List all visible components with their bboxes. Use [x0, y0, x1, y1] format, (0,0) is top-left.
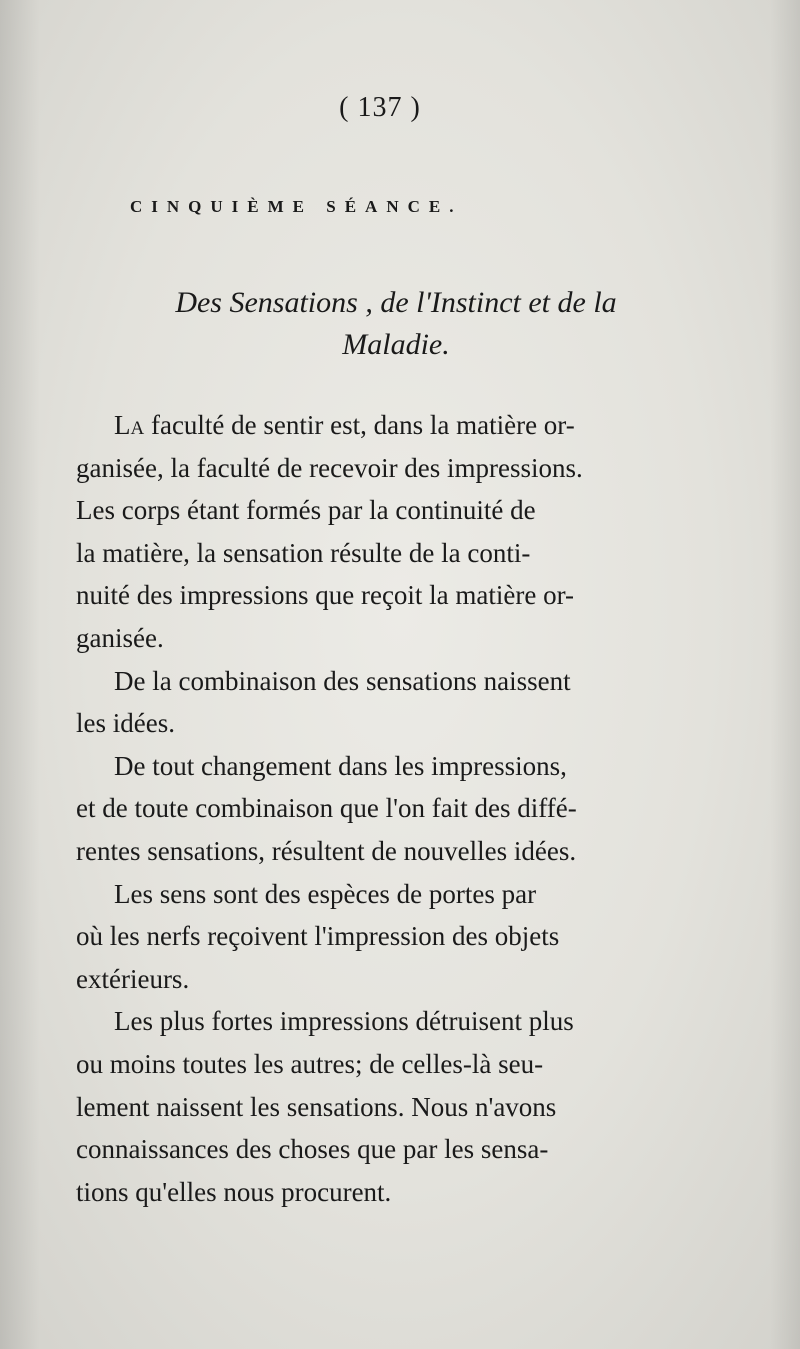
text-line: ou moins toutes les autres; de celles-là seu- — [76, 1048, 544, 1079]
paragraph-3 — [76, 745, 736, 873]
text-line: ganisée. — [76, 622, 164, 653]
text-line: tions qu'elles nous procurent. — [76, 1176, 392, 1207]
text-line: Les sens sont des espèces de portes par — [114, 878, 537, 909]
text-line: De la combinaison des sensations naissent — [114, 665, 571, 696]
text-line: Les corps étant formés par la continuité de — [76, 495, 536, 526]
paragraph-4 — [76, 873, 736, 1001]
paragraph-2 — [76, 660, 736, 745]
text-line: ganisée, la faculté de recevoir des impressions. — [76, 452, 583, 483]
text-line: lement naissent les sensations. Nous n'avons — [76, 1091, 557, 1122]
text-line: et de toute combinaison que l'on fait des diffé- — [76, 793, 577, 824]
text-line: nuité des impressions que reçoit la matière or- — [76, 580, 575, 611]
text-line: extérieurs. — [76, 963, 190, 994]
chapter-title — [86, 282, 706, 366]
text-line: Les plus fortes impressions détruisent plus — [114, 1006, 574, 1037]
section-heading: CINQUIÈME SÉANCE. — [130, 197, 463, 216]
chapter-title-line-2: Maladie. — [342, 328, 450, 361]
text-line: connaissances des choses que par les sensa- — [76, 1134, 549, 1165]
text-line: où les nerfs reçoivent l'impression des objets — [76, 921, 560, 952]
text-line: la matière, la sensation résulte de la conti- — [76, 537, 531, 568]
text-line: rentes sensations, résultent de nouvelles idées. — [76, 835, 577, 866]
text-line: les idées. — [76, 708, 175, 739]
text-line: faculté de sentir est, dans la matière or- — [150, 410, 575, 440]
paragraph-lead: La — [114, 410, 145, 440]
body-text — [76, 404, 736, 1213]
chapter-title-line-1: Des Sensations , de l'Instinct et de la — [175, 286, 617, 319]
text-line: De tout changement dans les impressions, — [114, 750, 567, 781]
paragraph-1 — [76, 404, 736, 660]
page-number: ( 137 ) — [339, 92, 421, 123]
paragraph-5 — [76, 1000, 736, 1213]
